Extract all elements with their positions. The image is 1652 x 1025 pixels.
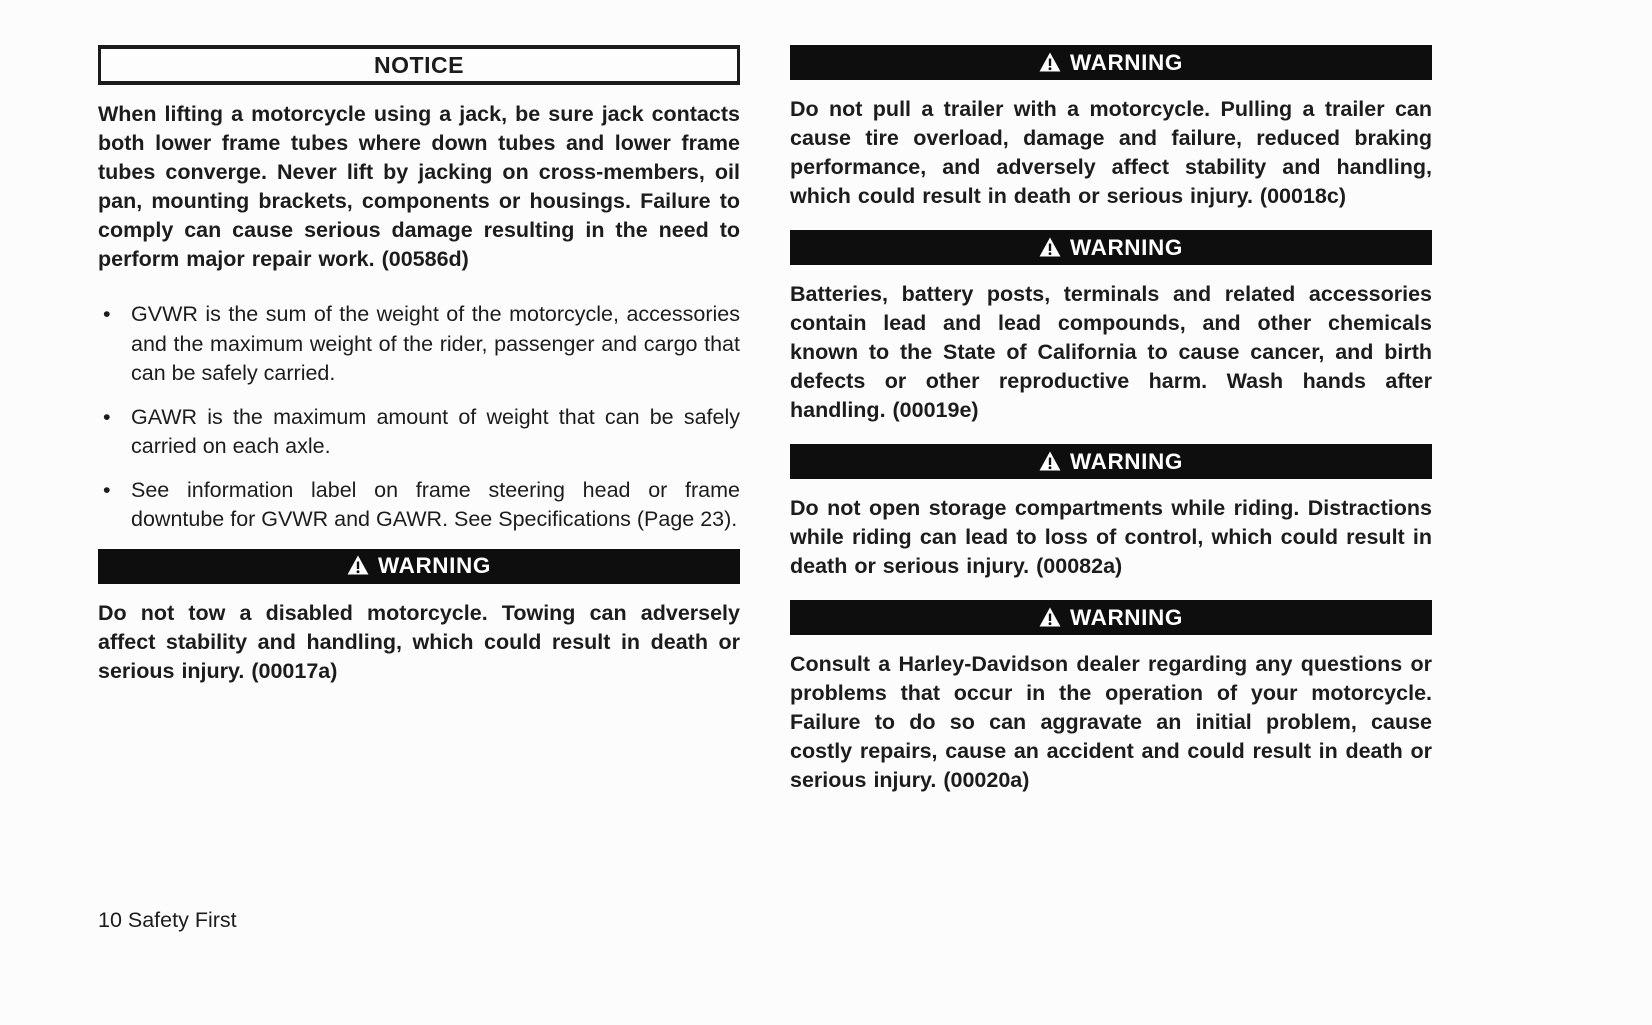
bullet-marker: •	[103, 477, 111, 502]
warning-title: WARNING	[1070, 49, 1183, 75]
right-column	[790, 45, 1432, 814]
warning-body: Consult a Harley-Davidson dealer regarding any questions or problems that occur in the operation of your motorcycle. Failure to do so can aggravate an initial problem, cause costly repairs, cause an accident and could result in death or serious injury. (00020a)	[790, 652, 1432, 792]
left-column	[98, 45, 740, 814]
bullet-list	[98, 300, 740, 535]
warning-title: WARNING	[1070, 604, 1183, 630]
warning-header	[98, 549, 740, 584]
warning-icon	[1039, 237, 1061, 257]
warning-icon	[1039, 607, 1061, 627]
warning-title: WARNING	[378, 553, 491, 578]
warning-body: Do not open storage compartments while riding. Distractions while riding can lead to loss of control, which could result in death or serious injury. (00082a)	[790, 496, 1432, 578]
bullet-text: GVWR is the sum of the weight of the motorcycle, accessories and the maximum weight of the rider, passenger and cargo that can be safely carried.	[131, 302, 740, 385]
warning-header	[790, 444, 1432, 479]
warning-icon	[1039, 52, 1061, 72]
page-footer: 10 Safety First	[98, 908, 237, 932]
bullet-marker: •	[103, 404, 111, 429]
bullet-marker: •	[103, 302, 111, 326]
warning-header	[790, 230, 1432, 265]
bullet-text: See information label on frame steering head or frame downtube for GVWR and GAWR. See Specifications (Page 23).	[131, 477, 740, 531]
list-item	[98, 403, 740, 462]
notice-title: NOTICE	[374, 51, 464, 78]
warning-icon	[347, 555, 369, 575]
bullet-text: GAWR is the maximum amount of weight that can be safely carried on each axle.	[131, 404, 740, 458]
list-item	[98, 300, 740, 389]
notice-body: When lifting a motorcycle using a jack, be sure jack contacts both lower frame tubes where down tubes and lower frame tubes converge. Never lift by jacking on cross-members, oil pan, mounting brackets, components or housings. Failure to comply can cause serious damage resulting in the need to perform major repair work. (00586d)	[98, 102, 740, 271]
warning-header	[790, 600, 1432, 635]
warning-title: WARNING	[1070, 234, 1183, 260]
warning-body: Do not pull a trailer with a motorcycle. Pulling a trailer can cause tire overload, damage and failure, reduced braking performance, and adversely affect stability and handling, which could result in death or serious injury. (00018c)	[790, 97, 1432, 208]
warning-icon	[1039, 451, 1061, 471]
notice-header	[98, 45, 740, 85]
warning-body: Batteries, battery posts, terminals and related accessories contain lead and lead compounds, and other chemicals known to the State of California to cause cancer, and birth defects or other reproductive harm. Wash hands after handling. (00019e)	[790, 282, 1432, 422]
warning-body: Do not tow a disabled motorcycle. Towing can adversely affect stability and handling, which could result in death or serious injury. (00017a)	[98, 600, 740, 683]
list-item	[98, 476, 740, 535]
warning-title: WARNING	[1070, 448, 1183, 474]
warning-header	[790, 45, 1432, 80]
